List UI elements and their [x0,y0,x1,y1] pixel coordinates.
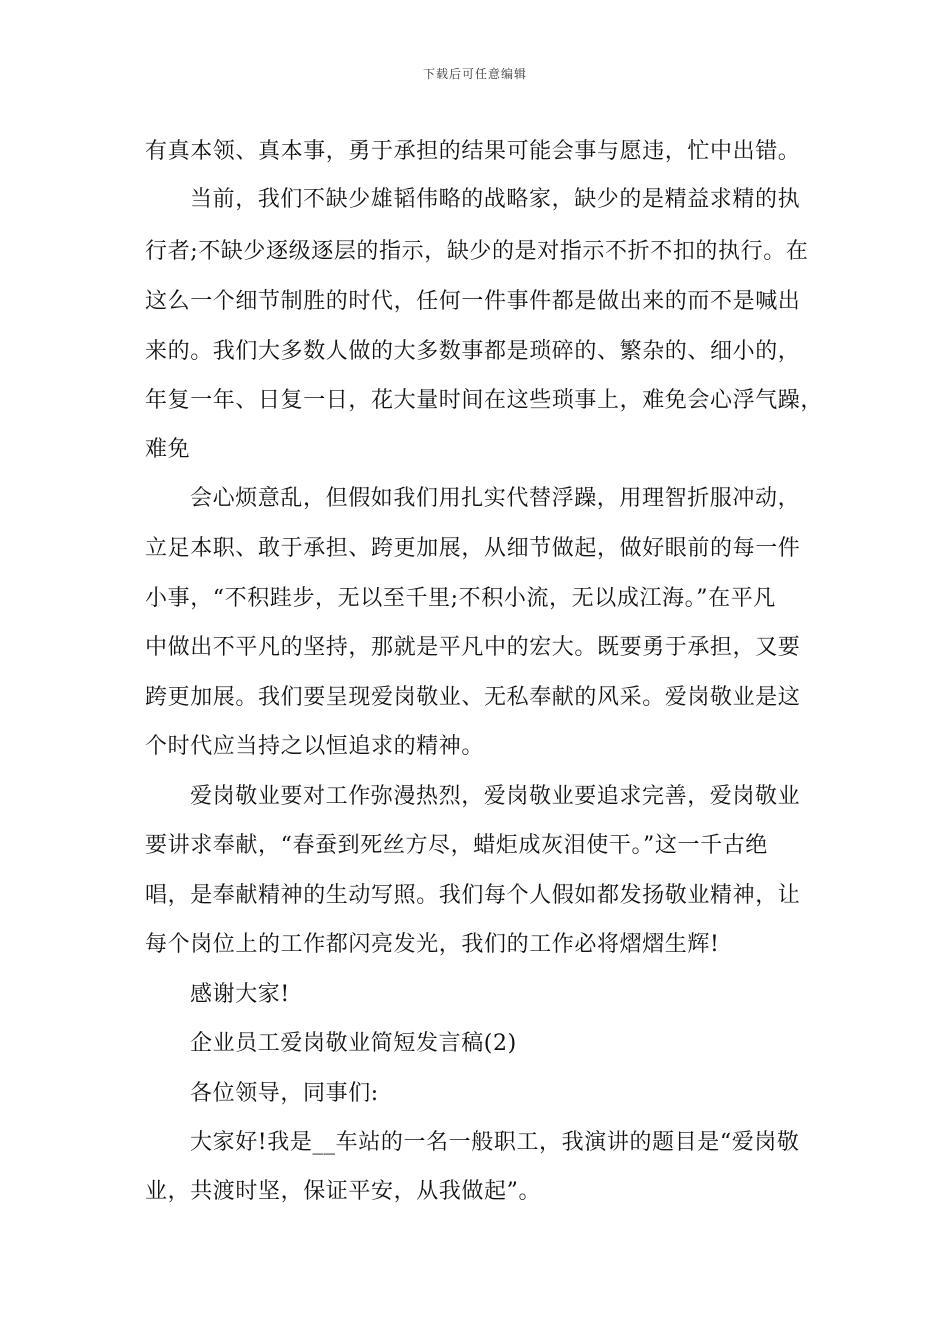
text-line: 唱，是奉献精神的生动写照。我们每个人假如都发扬敬业精神，让 [145,883,801,908]
text-line: 立足本职、敢于承担、跨更加展，从细节做起，做好眼前的每一件 [145,536,801,561]
text-line: 跨更加展。我们要呈现爱岗敬业、无私奉献的风采。爱岗敬业是这 [145,685,801,710]
text-line: 小事，“不积跬步，无以至千里;不积小流，无以成江海。”在平凡 [145,586,776,611]
text-line: 业，共渡时坚，保证平安，从我做起”。 [145,1179,542,1204]
text-line: 各位领导，同事们: [190,1081,379,1106]
text-line: 行者;不缺少逐级逐层的指示，缺少的是对指示不折不扣的执行。在 [145,239,809,264]
text-line: 这么一个细节制胜的时代，任何一件事件都是做出来的而不是喊出 [145,289,801,314]
text-line: 每个岗位上的工作都闪亮发光，我们的工作必将熠熠生辉! [145,932,720,957]
text-line: 要讲求奉献，“春蚕到死丝方尽，蜡炬成灰泪使干。”这一千古绝 [145,833,768,858]
text-line: 当前，我们不缺少雄韬伟略的战略家，缺少的是精益求精的执 [190,187,801,212]
text-line: 个时代应当持之以恒追求的精神。 [145,734,485,759]
text-line: 大家好!我是__车站的一名一般职工，我演讲的题目是“爱岗敬 [190,1130,800,1155]
text-line: 爱岗敬业要对工作弥漫热烈，爱岗敬业要追求完善，爱岗敬业 [190,784,801,809]
text-line: 难免 [145,437,191,462]
section-title: 企业员工爱岗敬业简短发言稿(2) [190,1031,517,1056]
text-line: 年复一年、日复一日，花大量时间在这些琐事上，难免会心浮气躁， [145,388,824,413]
text-line: 中做出不平凡的坚持，那就是平凡中的宏大。既要勇于承担，又要 [145,635,801,660]
page-header: 下载后可任意编辑 [422,67,527,81]
text-line: 会心烦意乱，但假如我们用扎实代替浮躁，用理智折服冲动， [190,486,801,511]
text-line: 有真本领、真本事，勇于承担的结果可能会事与愿违，忙中出错。 [145,139,801,164]
text-line: 感谢大家! [190,982,290,1007]
text-line: 来的。我们大多数人做的大多数事都是琐碎的、繁杂的、细小的， [145,339,801,364]
